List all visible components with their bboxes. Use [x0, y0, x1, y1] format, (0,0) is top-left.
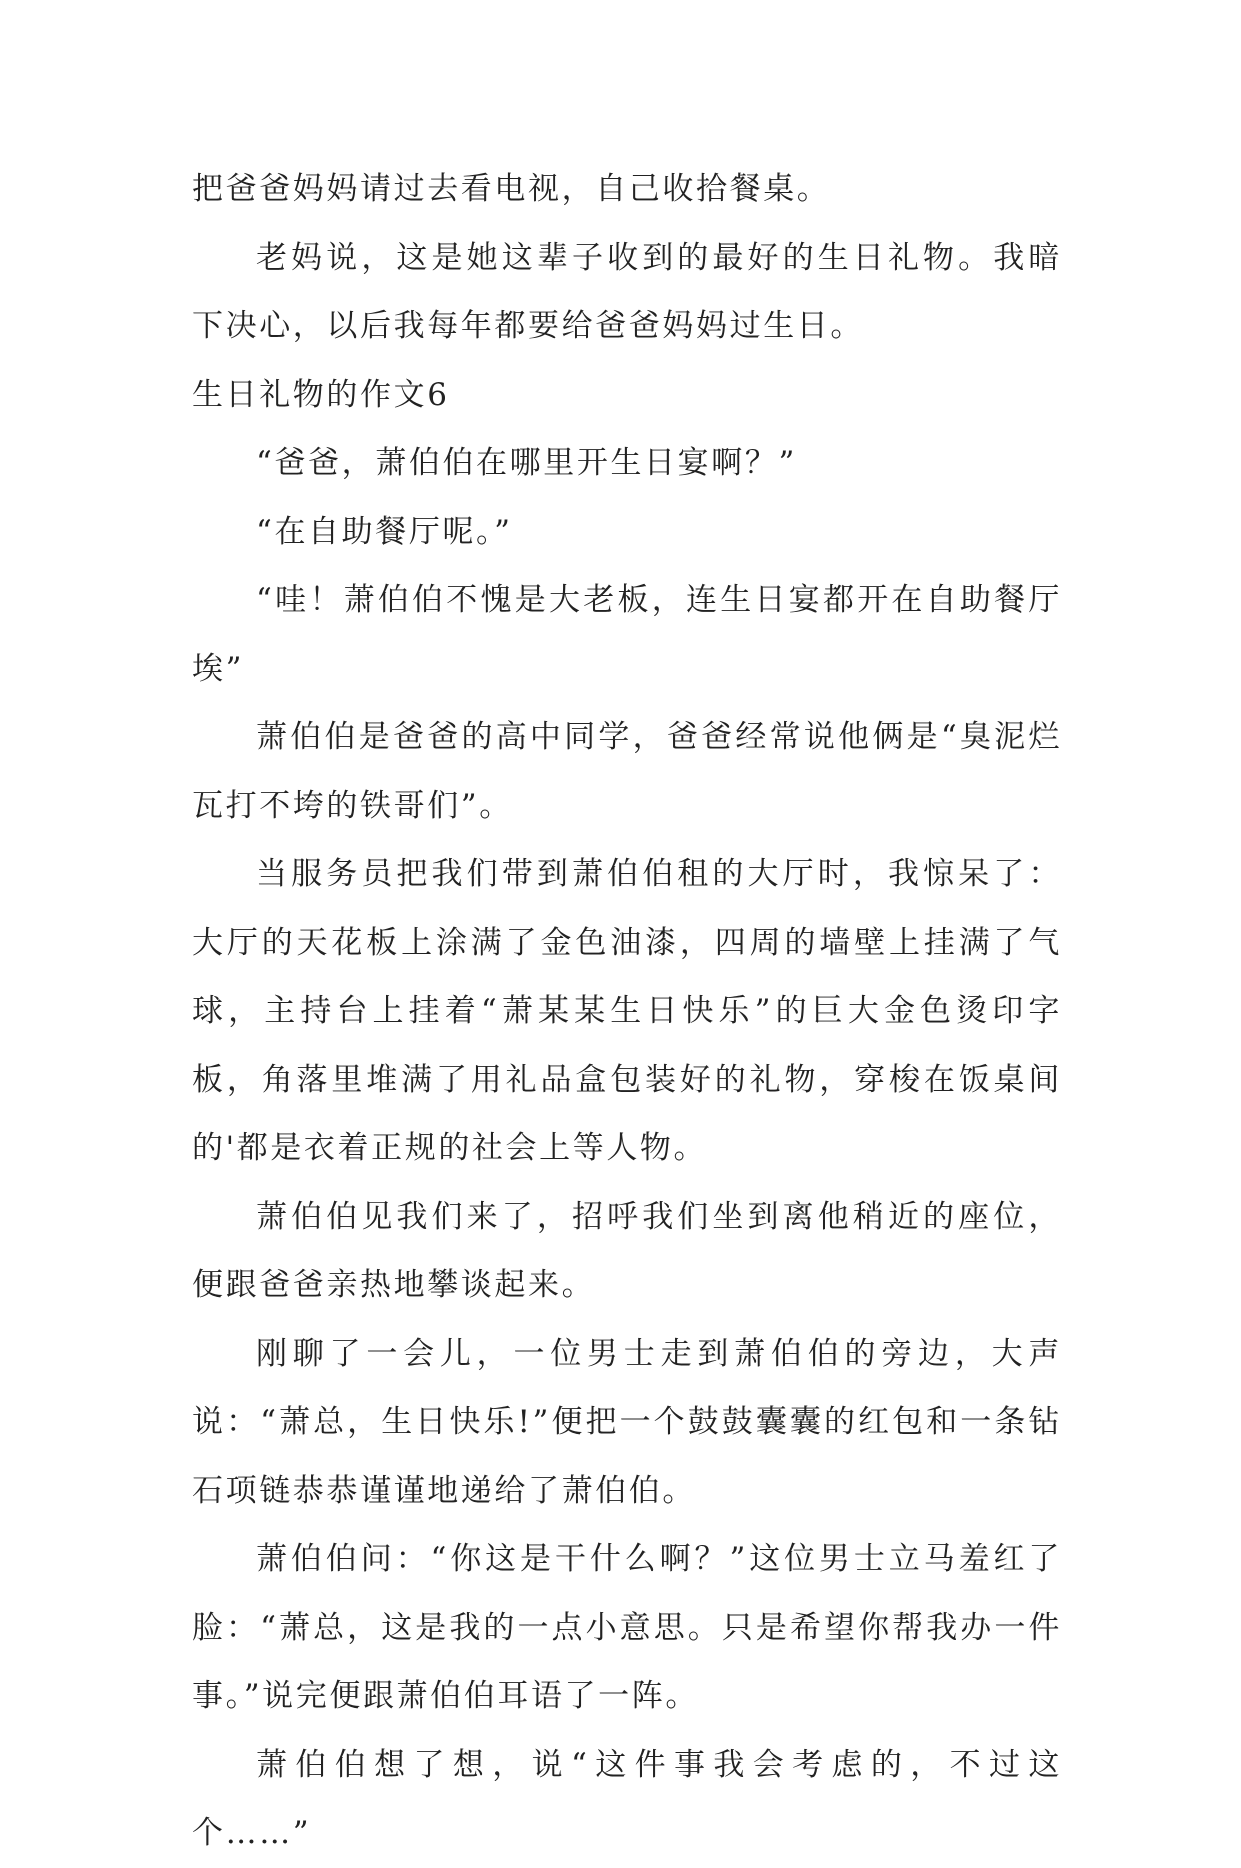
paragraph: 当服务员把我们带到萧伯伯租的大厅时，我惊呆了：大厅的天花板上涂满了金色油漆，四周的墙壁上挂满了气球，主持台上挂着“萧某某生日快乐”的巨大金色烫印字板，角落里堆满了用礼品盒包装好的礼物，穿梭在饭桌间的'都是衣着正规的社会上等人物。 — [192, 856, 1062, 1166]
section-heading: 生日礼物的作文6 — [192, 376, 450, 413]
paragraph: 萧伯伯问：“你这是干什么啊？”这位男士立马羞红了脸：“萧总，这是我的一点小意思。只是希望你帮我办一件事。”说完便跟萧伯伯耳语了一阵。 — [192, 1541, 1062, 1714]
paragraph: “哇！萧伯伯不愧是大老板，连生日宴都开在自助餐厅埃” — [192, 582, 1062, 687]
paragraph: 刚聊了一会儿，一位男士走到萧伯伯的旁边，大声说：“萧总，生日快乐!”便把一个鼓鼓囊囊的红包和一条钻石项链恭恭谨谨地递给了萧伯伯。 — [192, 1335, 1062, 1509]
paragraph: 萧伯伯见我们来了，招呼我们坐到离他稍近的座位，便跟爸爸亲热地攀谈起来。 — [192, 1198, 1062, 1303]
paragraph: 萧伯伯是爸爸的高中同学，爸爸经常说他俩是“臭泥烂瓦打不垮的铁哥们”。 — [192, 719, 1062, 824]
paragraph: “爸爸，萧伯伯在哪里开生日宴啊？” — [256, 445, 797, 481]
paragraph: 老妈说，这是她这辈子收到的最好的生日礼物。我暗下决心，以后我每年都要给爸爸妈妈过生日。 — [192, 239, 1062, 344]
paragraph: 萧伯伯想了想，说“这件事我会考虑的，不过这个……” — [192, 1746, 1062, 1851]
paragraph-continuation: 把爸爸妈妈请过去看电视，自己收拾餐桌。 — [192, 171, 831, 207]
paragraph: “在自助餐厅呢。” — [256, 513, 513, 550]
document-body — [192, 155, 1062, 1868]
